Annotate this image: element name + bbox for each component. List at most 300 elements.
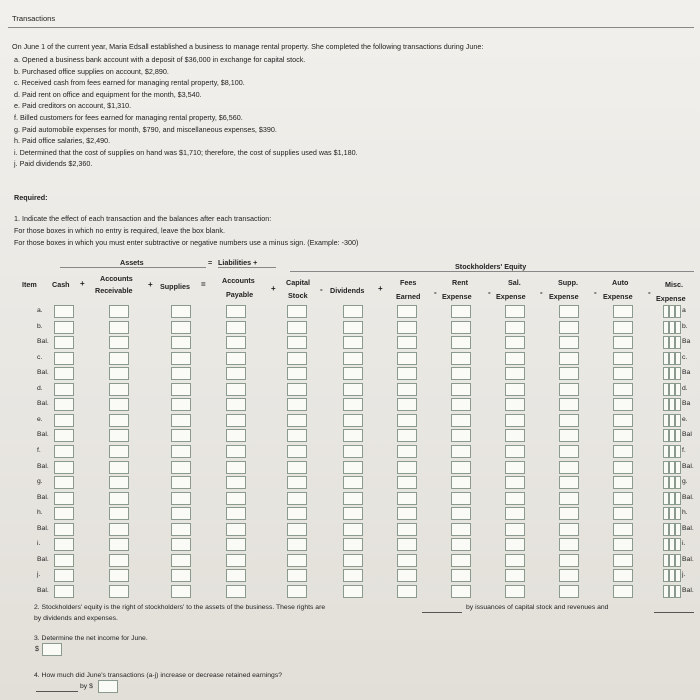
capital-stock-input[interactable] <box>287 523 307 536</box>
dividends-input[interactable] <box>343 321 363 334</box>
capital-stock-input[interactable] <box>287 476 307 489</box>
capital-stock-input[interactable] <box>287 461 307 474</box>
fees-earned-input[interactable] <box>397 461 417 474</box>
salaries-expense-input[interactable] <box>505 352 525 365</box>
capital-stock-input[interactable] <box>287 569 307 582</box>
fees-earned-input[interactable] <box>397 429 417 442</box>
salaries-expense-input[interactable] <box>505 305 525 318</box>
op-eq: = <box>201 280 206 289</box>
cash-input[interactable] <box>54 445 74 458</box>
rent-expense-input[interactable] <box>451 383 471 396</box>
accounts-receivable-input[interactable] <box>109 367 129 380</box>
cash-input[interactable] <box>54 585 74 598</box>
auto-expense-input[interactable] <box>613 554 633 567</box>
supplies-expense-input[interactable] <box>559 538 579 551</box>
dividends-input[interactable] <box>343 523 363 536</box>
supplies-input[interactable] <box>171 414 191 427</box>
col-fees-2: Earned <box>396 292 421 301</box>
accounts-payable-input[interactable] <box>226 461 246 474</box>
dividends-input[interactable] <box>343 538 363 551</box>
dividends-input[interactable] <box>343 585 363 598</box>
misc-expense-input[interactable] <box>675 321 681 334</box>
supplies-expense-input[interactable] <box>559 352 579 365</box>
supplies-input[interactable] <box>171 492 191 505</box>
auto-expense-input[interactable] <box>613 305 633 318</box>
accounts-receivable-input[interactable] <box>109 321 129 334</box>
row-label: f. <box>37 446 41 454</box>
accounts-payable-input[interactable] <box>226 321 246 334</box>
transaction-item: j. Paid dividends $2,360. <box>14 159 93 169</box>
fees-earned-input[interactable] <box>397 352 417 365</box>
supplies-expense-input[interactable] <box>559 569 579 582</box>
page-title: Transactions <box>12 14 56 23</box>
fees-earned-input[interactable] <box>397 538 417 551</box>
auto-expense-input[interactable] <box>613 569 633 582</box>
supplies-input[interactable] <box>171 398 191 411</box>
transaction-item: g. Paid automobile expenses for month, $790, and miscellaneous expenses, $390. <box>14 124 277 134</box>
dividends-input[interactable] <box>343 336 363 349</box>
supplies-input[interactable] <box>171 429 191 442</box>
rent-expense-input[interactable] <box>451 321 471 334</box>
salaries-expense-input[interactable] <box>505 585 525 598</box>
right-row-label: g. <box>682 478 688 486</box>
salaries-expense-input[interactable] <box>505 554 525 567</box>
accounts-payable-input[interactable] <box>226 445 246 458</box>
accounts-receivable-input[interactable] <box>109 336 129 349</box>
cash-input[interactable] <box>54 398 74 411</box>
salaries-expense-input[interactable] <box>505 569 525 582</box>
right-row-label: Ba <box>682 400 691 408</box>
accounts-receivable-input[interactable] <box>109 305 129 318</box>
op-minus-6: - <box>648 288 651 297</box>
op-plus-3: + <box>271 284 276 293</box>
col-misc-2: Expense <box>656 294 686 303</box>
op-minus-5: - <box>594 288 597 297</box>
transaction-item: a. Opened a business bank account with a deposit of $36,000 in exchange for capital stock. <box>14 55 306 64</box>
cash-input[interactable] <box>54 305 74 318</box>
row-label: Bal. <box>37 586 49 594</box>
capital-stock-input[interactable] <box>287 398 307 411</box>
fees-earned-input[interactable] <box>397 398 417 411</box>
row-label: d. <box>37 384 43 392</box>
auto-expense-input[interactable] <box>613 507 633 520</box>
col-supp-1: Supp. <box>558 278 578 287</box>
right-row-label: a <box>682 307 686 314</box>
rent-expense-input[interactable] <box>451 523 471 536</box>
supplies-expense-input[interactable] <box>559 476 579 489</box>
accounts-payable-input[interactable] <box>226 523 246 536</box>
capital-stock-input[interactable] <box>287 585 307 598</box>
capital-stock-input[interactable] <box>287 321 307 334</box>
capital-stock-input[interactable] <box>287 429 307 442</box>
net-income-input[interactable] <box>42 643 62 656</box>
salaries-expense-input[interactable] <box>505 523 525 536</box>
accounts-payable-input[interactable] <box>226 585 246 598</box>
row-label: b. <box>37 322 43 330</box>
cash-input[interactable] <box>54 507 74 520</box>
misc-expense-input[interactable] <box>675 538 681 551</box>
supplies-expense-input[interactable] <box>559 367 579 380</box>
capital-stock-input[interactable] <box>287 352 307 365</box>
capital-stock-input[interactable] <box>287 445 307 458</box>
accounts-receivable-input[interactable] <box>109 352 129 365</box>
capital-stock-input[interactable] <box>287 305 307 318</box>
accounts-payable-input[interactable] <box>226 414 246 427</box>
misc-expense-input[interactable] <box>675 429 681 442</box>
dividends-input[interactable] <box>343 461 363 474</box>
dividends-input[interactable] <box>343 569 363 582</box>
supplies-expense-input[interactable] <box>559 414 579 427</box>
fees-earned-input[interactable] <box>397 507 417 520</box>
auto-expense-input[interactable] <box>613 476 633 489</box>
right-row-label: d. <box>682 384 688 392</box>
supplies-expense-input[interactable] <box>559 445 579 458</box>
accounts-payable-input[interactable] <box>226 352 246 365</box>
net-income-dollar-sign: $ <box>35 646 39 653</box>
right-row-label: Bal. <box>682 555 694 563</box>
rent-expense-input[interactable] <box>451 429 471 442</box>
misc-expense-input[interactable] <box>675 476 681 489</box>
fees-earned-input[interactable] <box>397 305 417 318</box>
col-fees-1: Fees <box>400 278 417 287</box>
salaries-expense-input[interactable] <box>505 445 525 458</box>
supplies-expense-input[interactable] <box>559 398 579 411</box>
salaries-expense-input[interactable] <box>505 383 525 396</box>
fees-earned-input[interactable] <box>397 383 417 396</box>
misc-expense-input[interactable] <box>675 414 681 427</box>
supplies-input[interactable] <box>171 321 191 334</box>
question-2-part-a: 2. Stockholders' equity is the right of stockholders' to the assets of the business. These rights are <box>34 604 326 611</box>
rent-expense-input[interactable] <box>451 476 471 489</box>
supplies-input[interactable] <box>171 507 191 520</box>
dividends-input[interactable] <box>343 492 363 505</box>
rent-expense-input[interactable] <box>451 414 471 427</box>
fees-earned-input[interactable] <box>397 321 417 334</box>
cash-input[interactable] <box>54 461 74 474</box>
capital-stock-input[interactable] <box>287 367 307 380</box>
supplies-input[interactable] <box>171 569 191 582</box>
supplies-input[interactable] <box>171 367 191 380</box>
supplies-expense-input[interactable] <box>559 585 579 598</box>
misc-expense-input[interactable] <box>675 445 681 458</box>
cash-input[interactable] <box>54 321 74 334</box>
transaction-item: f. Billed customers for fees earned for managing rental property, $6,560. <box>14 113 243 122</box>
salaries-expense-input[interactable] <box>505 367 525 380</box>
auto-expense-input[interactable] <box>613 336 633 349</box>
col-auto-2: Expense <box>603 292 633 301</box>
rent-expense-input[interactable] <box>451 398 471 411</box>
rent-expense-input[interactable] <box>451 367 471 380</box>
group-liabilities: Liabilities + <box>218 258 258 267</box>
group-stockholders-equity: Stockholders' Equity <box>455 262 527 271</box>
col-rent-1: Rent <box>452 278 468 287</box>
supplies-expense-input[interactable] <box>559 554 579 567</box>
misc-expense-input[interactable] <box>675 336 681 349</box>
accounts-receivable-input[interactable] <box>109 476 129 489</box>
transaction-item: h. Paid office salaries, $2,490. <box>14 136 111 146</box>
transaction-item: i. Determined that the cost of supplies on hand was $1,710; therefore, the cost of supplies used was $1,180. <box>14 147 358 157</box>
fees-earned-input[interactable] <box>397 414 417 427</box>
cash-input[interactable] <box>54 554 74 567</box>
right-row-label: f. <box>682 446 686 454</box>
capital-stock-input[interactable] <box>287 336 307 349</box>
misc-expense-input[interactable] <box>675 367 681 380</box>
auto-expense-input[interactable] <box>613 429 633 442</box>
dividends-input[interactable] <box>343 398 363 411</box>
accounts-payable-input[interactable] <box>226 305 246 318</box>
row-label: Bal. <box>37 493 49 501</box>
supplies-expense-input[interactable] <box>559 429 579 442</box>
cash-input[interactable] <box>54 429 74 442</box>
accounts-payable-input[interactable] <box>226 398 246 411</box>
accounts-receivable-input[interactable] <box>109 523 129 536</box>
dividends-input[interactable] <box>343 305 363 318</box>
misc-expense-input[interactable] <box>675 492 681 505</box>
supplies-expense-input[interactable] <box>559 383 579 396</box>
rent-expense-input[interactable] <box>451 305 471 318</box>
row-label: Bal. <box>37 400 49 408</box>
op-minus-2: - <box>434 288 437 297</box>
required-label: Required: <box>14 193 48 202</box>
supplies-input[interactable] <box>171 352 191 365</box>
question-2-part-c: by dividends and expenses. <box>34 615 118 622</box>
salaries-expense-input[interactable] <box>505 321 525 334</box>
cash-input[interactable] <box>54 383 74 396</box>
supplies-input[interactable] <box>171 538 191 551</box>
row-label: i. <box>37 540 41 548</box>
accounts-receivable-input[interactable] <box>109 383 129 396</box>
col-supplies: Supplies <box>160 282 190 291</box>
retained-earnings-change-input[interactable] <box>98 680 118 693</box>
fees-earned-input[interactable] <box>397 476 417 489</box>
salaries-expense-input[interactable] <box>505 507 525 520</box>
cash-input[interactable] <box>54 352 74 365</box>
misc-expense-input[interactable] <box>675 569 681 582</box>
capital-stock-input[interactable] <box>287 507 307 520</box>
accounts-receivable-input[interactable] <box>109 461 129 474</box>
dividends-input[interactable] <box>343 414 363 427</box>
op-plus-1: + <box>80 279 85 288</box>
accounts-payable-input[interactable] <box>226 569 246 582</box>
auto-expense-input[interactable] <box>613 538 633 551</box>
accounts-payable-input[interactable] <box>226 476 246 489</box>
fees-earned-input[interactable] <box>397 523 417 536</box>
row-label: g. <box>37 478 43 486</box>
col-ap-1: Accounts <box>222 276 255 285</box>
cash-input[interactable] <box>54 476 74 489</box>
dividends-input[interactable] <box>343 507 363 520</box>
auto-expense-input[interactable] <box>613 523 633 536</box>
q2-blank-2[interactable] <box>654 612 694 613</box>
right-row-label: Bal <box>682 431 692 439</box>
misc-expense-input[interactable] <box>675 507 681 520</box>
right-row-label: e. <box>682 415 688 423</box>
fees-earned-input[interactable] <box>397 445 417 458</box>
accounts-receivable-input[interactable] <box>109 492 129 505</box>
question-1-note-1: For those boxes in which no entry is required, leave the box blank. <box>14 226 225 235</box>
supplies-input[interactable] <box>171 554 191 567</box>
supplies-input[interactable] <box>171 445 191 458</box>
accounts-payable-input[interactable] <box>226 336 246 349</box>
accounts-receivable-input[interactable] <box>109 538 129 551</box>
accounts-payable-input[interactable] <box>226 383 246 396</box>
auto-expense-input[interactable] <box>613 445 633 458</box>
increase-decrease-select[interactable] <box>36 691 78 692</box>
accounts-receivable-input[interactable] <box>109 507 129 520</box>
accounts-receivable-input[interactable] <box>109 554 129 567</box>
cash-input[interactable] <box>54 569 74 582</box>
supplies-expense-input[interactable] <box>559 461 579 474</box>
rent-expense-input[interactable] <box>451 445 471 458</box>
q2-blank-1[interactable] <box>422 612 462 613</box>
auto-expense-input[interactable] <box>613 492 633 505</box>
col-cash: Cash <box>52 280 70 289</box>
accounts-payable-input[interactable] <box>226 554 246 567</box>
col-misc-1: Misc. <box>665 280 683 289</box>
capital-stock-input[interactable] <box>287 492 307 505</box>
auto-expense-input[interactable] <box>613 461 633 474</box>
misc-expense-input[interactable] <box>675 352 681 365</box>
rent-expense-input[interactable] <box>451 585 471 598</box>
accounts-payable-input[interactable] <box>226 367 246 380</box>
salaries-expense-input[interactable] <box>505 398 525 411</box>
col-dividends: Dividends <box>330 286 365 295</box>
cash-input[interactable] <box>54 538 74 551</box>
rent-expense-input[interactable] <box>451 492 471 505</box>
auto-expense-input[interactable] <box>613 367 633 380</box>
accounts-payable-input[interactable] <box>226 492 246 505</box>
cash-input[interactable] <box>54 336 74 349</box>
supplies-input[interactable] <box>171 461 191 474</box>
transaction-item: c. Received cash from fees earned for managing rental property, $8,100. <box>14 78 245 88</box>
cash-input[interactable] <box>54 367 74 380</box>
accounts-receivable-input[interactable] <box>109 445 129 458</box>
right-row-label: c. <box>682 353 688 361</box>
rent-expense-input[interactable] <box>451 461 471 474</box>
fees-earned-input[interactable] <box>397 569 417 582</box>
salaries-expense-input[interactable] <box>505 461 525 474</box>
auto-expense-input[interactable] <box>613 414 633 427</box>
misc-expense-input[interactable] <box>675 461 681 474</box>
cash-input[interactable] <box>54 523 74 536</box>
supplies-expense-input[interactable] <box>559 492 579 505</box>
capital-stock-input[interactable] <box>287 554 307 567</box>
accounts-receivable-input[interactable] <box>109 398 129 411</box>
supplies-expense-input[interactable] <box>559 507 579 520</box>
salaries-expense-input[interactable] <box>505 538 525 551</box>
fees-earned-input[interactable] <box>397 367 417 380</box>
accounts-payable-input[interactable] <box>226 538 246 551</box>
salaries-expense-input[interactable] <box>505 429 525 442</box>
by-dollar-label: by $ <box>80 683 93 690</box>
supplies-input[interactable] <box>171 305 191 318</box>
supplies-input[interactable] <box>171 523 191 536</box>
accounts-payable-input[interactable] <box>226 507 246 520</box>
dividends-input[interactable] <box>343 367 363 380</box>
col-cs-1: Capital <box>286 278 310 287</box>
salaries-expense-input[interactable] <box>505 414 525 427</box>
fees-earned-input[interactable] <box>397 336 417 349</box>
row-label: Bal. <box>37 462 49 470</box>
supplies-expense-input[interactable] <box>559 523 579 536</box>
capital-stock-input[interactable] <box>287 383 307 396</box>
rent-expense-input[interactable] <box>451 336 471 349</box>
supplies-expense-input[interactable] <box>559 321 579 334</box>
rent-expense-input[interactable] <box>451 554 471 567</box>
row-label: Bal. <box>37 338 49 346</box>
misc-expense-input[interactable] <box>675 585 681 598</box>
misc-expense-input[interactable] <box>675 383 681 396</box>
supplies-input[interactable] <box>171 336 191 349</box>
supplies-input[interactable] <box>171 476 191 489</box>
auto-expense-input[interactable] <box>613 321 633 334</box>
auto-expense-input[interactable] <box>613 398 633 411</box>
right-row-label: Bal. <box>682 462 694 470</box>
right-row-label: Ba <box>682 369 691 377</box>
assets-rule <box>60 267 206 268</box>
rent-expense-input[interactable] <box>451 352 471 365</box>
row-label: e. <box>37 415 43 423</box>
col-rent-2: Expense <box>442 292 472 301</box>
auto-expense-input[interactable] <box>613 383 633 396</box>
cash-input[interactable] <box>54 414 74 427</box>
fees-earned-input[interactable] <box>397 554 417 567</box>
capital-stock-input[interactable] <box>287 414 307 427</box>
fees-earned-input[interactable] <box>397 492 417 505</box>
capital-stock-input[interactable] <box>287 538 307 551</box>
right-row-label: Ba <box>682 338 691 346</box>
question-1: 1. Indicate the effect of each transaction and the balances after each transaction: <box>14 214 272 223</box>
salaries-expense-input[interactable] <box>505 492 525 505</box>
dividends-input[interactable] <box>343 445 363 458</box>
question-4: 4. How much did June's transactions (a-j) increase or decrease retained earnings? <box>34 672 283 679</box>
accounts-payable-input[interactable] <box>226 429 246 442</box>
cash-input[interactable] <box>54 492 74 505</box>
accounts-receivable-input[interactable] <box>109 429 129 442</box>
accounts-receivable-input[interactable] <box>109 414 129 427</box>
accounts-receivable-input[interactable] <box>109 585 129 598</box>
auto-expense-input[interactable] <box>613 352 633 365</box>
col-cs-2: Stock <box>288 291 308 300</box>
rent-expense-input[interactable] <box>451 507 471 520</box>
dividends-input[interactable] <box>343 383 363 396</box>
rent-expense-input[interactable] <box>451 538 471 551</box>
col-ar-1: Accounts <box>100 274 133 283</box>
misc-expense-input[interactable] <box>675 554 681 567</box>
misc-expense-input[interactable] <box>675 523 681 536</box>
rent-expense-input[interactable] <box>451 569 471 582</box>
dividends-input[interactable] <box>343 476 363 489</box>
dividends-input[interactable] <box>343 352 363 365</box>
dividends-input[interactable] <box>343 429 363 442</box>
salaries-expense-input[interactable] <box>505 336 525 349</box>
op-plus-2: + <box>148 280 153 289</box>
col-sal-1: Sal. <box>508 278 521 287</box>
dividends-input[interactable] <box>343 554 363 567</box>
auto-expense-input[interactable] <box>613 585 633 598</box>
misc-expense-input[interactable] <box>675 398 681 411</box>
supplies-expense-input[interactable] <box>559 336 579 349</box>
liabilities-rule <box>218 267 276 268</box>
salaries-expense-input[interactable] <box>505 476 525 489</box>
misc-expense-input[interactable] <box>675 305 681 318</box>
fees-earned-input[interactable] <box>397 585 417 598</box>
supplies-expense-input[interactable] <box>559 305 579 318</box>
accounts-receivable-input[interactable] <box>109 569 129 582</box>
title-divider <box>8 27 694 28</box>
supplies-input[interactable] <box>171 383 191 396</box>
supplies-input[interactable] <box>171 585 191 598</box>
